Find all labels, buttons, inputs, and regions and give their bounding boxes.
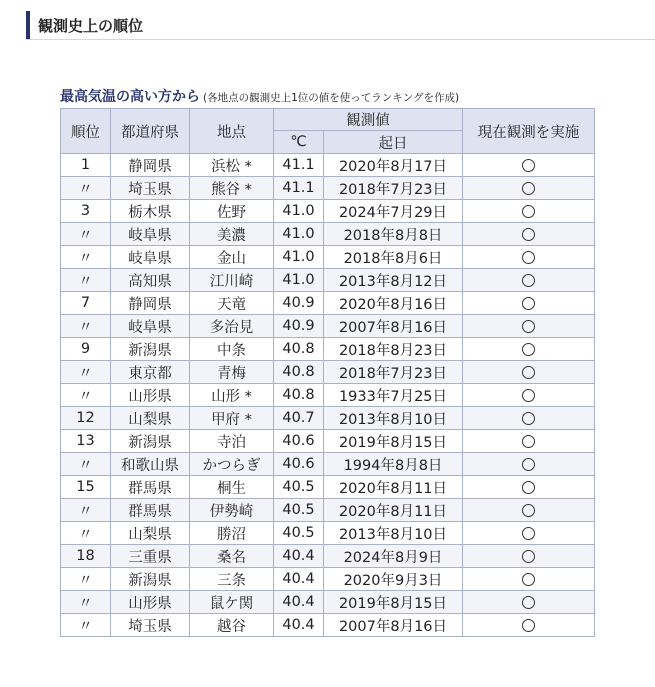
- cell-rank: 〃: [61, 223, 111, 246]
- table-row: [61, 200, 595, 223]
- cell-date: 1933年7月25日: [324, 384, 463, 407]
- cell-rank: 7: [61, 292, 111, 315]
- table-row: [61, 361, 595, 384]
- cell-prefecture: 岐阜県: [111, 246, 190, 269]
- table-row: [61, 338, 595, 361]
- cell-location: 美濃: [190, 223, 274, 246]
- table-row: [61, 384, 595, 407]
- cell-temperature: 40.6: [274, 453, 324, 476]
- table-row: [61, 407, 595, 430]
- cell-temperature: 41.1: [274, 177, 324, 200]
- table-title: [60, 86, 459, 106]
- cell-date: 2018年8月8日: [324, 223, 463, 246]
- cell-date: 2018年7月23日: [324, 361, 463, 384]
- cell-date: 2019年8月15日: [324, 591, 463, 614]
- cell-prefecture: 静岡県: [111, 292, 190, 315]
- cell-rank: 〃: [61, 361, 111, 384]
- cell-location: 金山: [190, 246, 274, 269]
- table-row: [61, 499, 595, 522]
- circle-mark-icon: [522, 573, 535, 586]
- header-location: 地点: [190, 109, 274, 154]
- cell-prefecture: 岐阜県: [111, 315, 190, 338]
- cell-current: [463, 223, 595, 246]
- cell-location: 山形 *: [190, 384, 274, 407]
- table-row: [61, 545, 595, 568]
- cell-prefecture: 和歌山県: [111, 453, 190, 476]
- cell-temperature: 40.8: [274, 338, 324, 361]
- circle-mark-icon: [522, 205, 535, 218]
- cell-location: 甲府 *: [190, 407, 274, 430]
- cell-temperature: 40.4: [274, 591, 324, 614]
- cell-current: [463, 154, 595, 177]
- cell-current: [463, 200, 595, 223]
- cell-current: [463, 384, 595, 407]
- table-row: [61, 269, 595, 292]
- cell-rank: 9: [61, 338, 111, 361]
- cell-location: 中条: [190, 338, 274, 361]
- circle-mark-icon: [522, 320, 535, 333]
- circle-mark-icon: [522, 504, 535, 517]
- circle-mark-icon: [522, 389, 535, 402]
- cell-prefecture: 山形県: [111, 591, 190, 614]
- cell-date: 2018年8月6日: [324, 246, 463, 269]
- cell-current: [463, 476, 595, 499]
- cell-location: 天竜: [190, 292, 274, 315]
- cell-rank: 〃: [61, 177, 111, 200]
- cell-date: 2020年8月11日: [324, 476, 463, 499]
- cell-prefecture: 群馬県: [111, 476, 190, 499]
- section-header: [26, 11, 655, 40]
- cell-location: 勝沼: [190, 522, 274, 545]
- cell-rank: 3: [61, 200, 111, 223]
- cell-temperature: 40.6: [274, 430, 324, 453]
- cell-date: 2007年8月16日: [324, 315, 463, 338]
- cell-prefecture: 山梨県: [111, 522, 190, 545]
- cell-temperature: 40.5: [274, 522, 324, 545]
- cell-temperature: 41.0: [274, 246, 324, 269]
- cell-rank: 〃: [61, 591, 111, 614]
- table-title-main: 最高気温の高い方から: [60, 89, 200, 105]
- header-date: 起日: [324, 131, 463, 154]
- cell-location: 桐生: [190, 476, 274, 499]
- header-prefecture: 都道府県: [111, 109, 190, 154]
- cell-rank: 〃: [61, 614, 111, 637]
- cell-temperature: 40.4: [274, 568, 324, 591]
- cell-rank: 15: [61, 476, 111, 499]
- cell-temperature: 41.0: [274, 200, 324, 223]
- table-row: [61, 315, 595, 338]
- cell-date: 2024年7月29日: [324, 200, 463, 223]
- cell-location: 桑名: [190, 545, 274, 568]
- table-row: [61, 476, 595, 499]
- cell-temperature: 41.0: [274, 269, 324, 292]
- circle-mark-icon: [522, 366, 535, 379]
- cell-temperature: 40.9: [274, 292, 324, 315]
- cell-date: 2019年8月15日: [324, 430, 463, 453]
- cell-current: [463, 269, 595, 292]
- cell-location: 佐野: [190, 200, 274, 223]
- cell-current: [463, 361, 595, 384]
- circle-mark-icon: [522, 596, 535, 609]
- cell-current: [463, 499, 595, 522]
- cell-current: [463, 614, 595, 637]
- ranking-table: [60, 108, 595, 637]
- circle-mark-icon: [522, 458, 535, 471]
- table-row: [61, 246, 595, 269]
- cell-location: 三条: [190, 568, 274, 591]
- circle-mark-icon: [522, 251, 535, 264]
- cell-date: 2020年8月17日: [324, 154, 463, 177]
- cell-date: 2013年8月10日: [324, 407, 463, 430]
- circle-mark-icon: [522, 435, 535, 448]
- cell-rank: 〃: [61, 384, 111, 407]
- circle-mark-icon: [522, 527, 535, 540]
- cell-temperature: 41.0: [274, 223, 324, 246]
- header-observed: 観測値: [274, 109, 463, 131]
- cell-temperature: 41.1: [274, 154, 324, 177]
- cell-current: [463, 315, 595, 338]
- table-row: [61, 453, 595, 476]
- cell-current: [463, 430, 595, 453]
- cell-date: 2024年8月9日: [324, 545, 463, 568]
- table-row: [61, 591, 595, 614]
- cell-temperature: 40.5: [274, 476, 324, 499]
- circle-mark-icon: [522, 343, 535, 356]
- cell-rank: 18: [61, 545, 111, 568]
- cell-location: かつらぎ: [190, 453, 274, 476]
- cell-prefecture: 埼玉県: [111, 177, 190, 200]
- header-rank: 順位: [61, 109, 111, 154]
- cell-current: [463, 292, 595, 315]
- cell-date: 2020年8月11日: [324, 499, 463, 522]
- cell-rank: 〃: [61, 453, 111, 476]
- cell-prefecture: 群馬県: [111, 499, 190, 522]
- cell-current: [463, 453, 595, 476]
- table-row: [61, 522, 595, 545]
- cell-location: 浜松 *: [190, 154, 274, 177]
- table-row: [61, 430, 595, 453]
- circle-mark-icon: [522, 159, 535, 172]
- table-body: [61, 154, 595, 637]
- circle-mark-icon: [522, 182, 535, 195]
- cell-date: 2020年8月16日: [324, 292, 463, 315]
- cell-rank: 〃: [61, 315, 111, 338]
- cell-prefecture: 新潟県: [111, 338, 190, 361]
- table-title-note: (各地点の観測史上1位の値を使ってランキングを作成): [203, 92, 460, 104]
- cell-date: 2013年8月10日: [324, 522, 463, 545]
- cell-location: 熊谷 *: [190, 177, 274, 200]
- table-row: [61, 568, 595, 591]
- table-row: [61, 154, 595, 177]
- cell-location: 越谷: [190, 614, 274, 637]
- cell-prefecture: 新潟県: [111, 568, 190, 591]
- cell-temperature: 40.4: [274, 614, 324, 637]
- table-row: [61, 177, 595, 200]
- cell-rank: 〃: [61, 568, 111, 591]
- cell-prefecture: 山梨県: [111, 407, 190, 430]
- header-current: 現在観測を実施: [463, 109, 595, 154]
- cell-prefecture: 新潟県: [111, 430, 190, 453]
- cell-current: [463, 246, 595, 269]
- cell-prefecture: 高知県: [111, 269, 190, 292]
- cell-rank: 13: [61, 430, 111, 453]
- cell-date: 1994年8月8日: [324, 453, 463, 476]
- cell-date: 2020年9月3日: [324, 568, 463, 591]
- cell-temperature: 40.5: [274, 499, 324, 522]
- cell-temperature: 40.8: [274, 384, 324, 407]
- cell-rank: 〃: [61, 246, 111, 269]
- circle-mark-icon: [522, 550, 535, 563]
- cell-temperature: 40.9: [274, 315, 324, 338]
- cell-prefecture: 栃木県: [111, 200, 190, 223]
- cell-location: 江川崎: [190, 269, 274, 292]
- cell-date: 2018年7月23日: [324, 177, 463, 200]
- cell-date: 2007年8月16日: [324, 614, 463, 637]
- cell-rank: 〃: [61, 269, 111, 292]
- cell-current: [463, 522, 595, 545]
- cell-location: 青梅: [190, 361, 274, 384]
- cell-current: [463, 568, 595, 591]
- cell-prefecture: 埼玉県: [111, 614, 190, 637]
- cell-prefecture: 岐阜県: [111, 223, 190, 246]
- cell-prefecture: 山形県: [111, 384, 190, 407]
- cell-rank: 12: [61, 407, 111, 430]
- circle-mark-icon: [522, 228, 535, 241]
- section-title: 観測史上の順位: [38, 17, 144, 35]
- section-accent-bar: [26, 11, 30, 39]
- cell-current: [463, 338, 595, 361]
- circle-mark-icon: [522, 297, 535, 310]
- circle-mark-icon: [522, 412, 535, 425]
- header-unit: ℃: [274, 131, 324, 154]
- cell-temperature: 40.4: [274, 545, 324, 568]
- cell-current: [463, 591, 595, 614]
- cell-location: 鼠ケ関: [190, 591, 274, 614]
- cell-current: [463, 407, 595, 430]
- circle-mark-icon: [522, 619, 535, 632]
- cell-rank: 〃: [61, 499, 111, 522]
- table-row: [61, 614, 595, 637]
- cell-prefecture: 静岡県: [111, 154, 190, 177]
- cell-location: 多治見: [190, 315, 274, 338]
- cell-current: [463, 177, 595, 200]
- cell-location: 伊勢崎: [190, 499, 274, 522]
- cell-rank: 〃: [61, 522, 111, 545]
- cell-temperature: 40.7: [274, 407, 324, 430]
- cell-prefecture: 三重県: [111, 545, 190, 568]
- circle-mark-icon: [522, 274, 535, 287]
- table-row: [61, 223, 595, 246]
- cell-temperature: 40.8: [274, 361, 324, 384]
- cell-current: [463, 545, 595, 568]
- cell-prefecture: 東京都: [111, 361, 190, 384]
- cell-date: 2018年8月23日: [324, 338, 463, 361]
- cell-location: 寺泊: [190, 430, 274, 453]
- cell-rank: 1: [61, 154, 111, 177]
- table-row: [61, 292, 595, 315]
- cell-date: 2013年8月12日: [324, 269, 463, 292]
- circle-mark-icon: [522, 481, 535, 494]
